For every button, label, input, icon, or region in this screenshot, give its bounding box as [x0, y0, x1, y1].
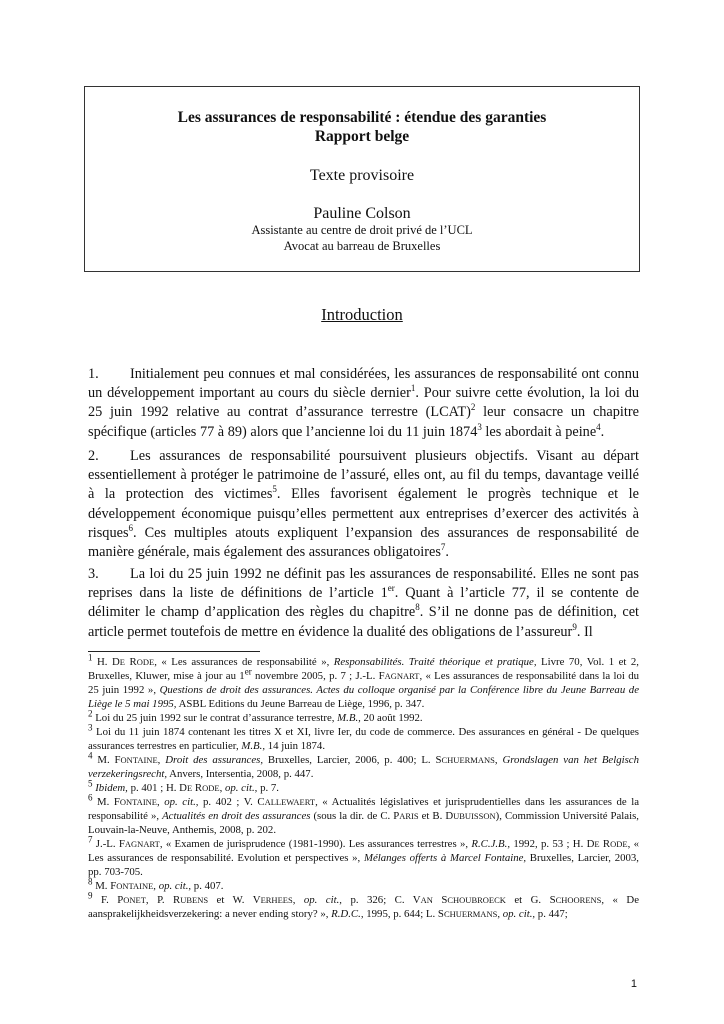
footnote-ref: 1 [410, 383, 416, 394]
footnote-separator [88, 651, 260, 652]
footnote-9: $^9$ F. PONET, P. RUBENS et W. VERHEES, op. cit., p. 326; C. VAN SCHOUBROECK et G. SCHOORENS, « De aansprakelijkheidsverzekering: a never ending story? », R.D.C., 1995, p. 644; L. SCHUERMANS, op. cit., p. 447; [88, 890, 639, 920]
footnotes [88, 652, 640, 921]
paragraph-number: 1. [88, 366, 99, 382]
paragraph-1: 1. Initialement peu connues et mal considérées, les assurances de responsabilité ont connu un développement important au cours du siècle dernier$^1$. Pour suivre cette évolution, la loi du 25 juin 1992 relative au contrat d’assurance terrestre (LCAT)$^2$ leur consacre un chapitre spécifique (articles 77 à 89) alors que l’ancienne loi du 11 juin 1874$^3$ les abordait à peine$^4$. [88, 366, 639, 440]
footnote-5: $^5$ Ibidem, p. 401 ; H. DE RODE, op. cit., p. 7. [88, 778, 279, 794]
footnote-ref: 7 [440, 542, 446, 553]
document-title: Les assurances de responsabilité : étendue des garanties [177, 109, 547, 126]
author-role-1: Assistante au centre de droit privé de l’UCL [251, 223, 473, 237]
author-role-2: Avocat au barreau de Bruxelles [283, 239, 441, 253]
paragraph-3: 3. La loi du 25 juin 1992 ne définit pas les assurances de responsabilité. Elles ne sont pas reprises dans la liste de définitions de l’article 1er. Quant à l’article 77, il se contente de délimiter le champ d’application des règles du chapitre$^8$. S’il ne donne pas de définition, cet article permet toutefois de mettre en évidence la dualité des obligations de l’assureur$^9$. Il [88, 566, 640, 640]
paragraph-number: 3. [88, 566, 99, 582]
footnote-ref: 5 [272, 484, 277, 495]
section-heading: Introduction [321, 305, 403, 324]
footnote-1: $^1$ H. DE RODE, « Les assurances de responsabilité », Responsabilités. Traité théorique et pratique, Livre 70, Vol. 1 et 2, Bruxelles, Kluwer, mise à jour au 1er novembre 2005, p. 7 ; J.-L. FAGNART, « Les assurances de responsabilité dans la loi du 25 juin 1992 », Questions de droit des assurances. Actes du colloque organisé par la Conférence libre du Jeune Barreau de Liège le 5 mai 1995, ASBL Editions du Jeune Barreau de Liège, 1996, p. 347. [88, 652, 639, 710]
document-subtitle: Rapport belge [314, 128, 410, 145]
footnote-ref: 3 [477, 421, 482, 432]
footnote-2: $^2$ Loi du 25 juin 1992 sur le contrat d’assurance terrestre, M.B., 20 août 1992. [88, 708, 423, 724]
footnote-ref: 8 [415, 602, 420, 613]
title-box [84, 86, 640, 272]
paragraph-2: 2. Les assurances de responsabilité poursuivent plusieurs objectifs. Visant au départ essentiellement à protéger le patrimoine de l’assuré, elles ont, au fil du temps, davantage veillé à la protection des victimes$^5$. Elles favorisent également le progrès technique et le développement économique puisqu’elles permettent aux entreprises d’exercer des activités à risques$^6$. Ces multiples atouts expliquent l’expansion des assurances de responsabilité de manière générale, mais également des assurances obligatoires$^7$. [88, 448, 639, 561]
paragraph-number: 2. [88, 448, 99, 464]
footnote-ref: 6 [128, 523, 134, 534]
footnote-ref: 2 [470, 402, 476, 413]
page-number: 1 [630, 978, 637, 990]
footnote-4: $^4$ M. FONTAINE, Droit des assurances, Bruxelles, Larcier, 2006, p. 400; L. SCHUERMANS, Grondslagen van het Belgisch verzekeringsrecht, Anvers, Intersentia, 2008, p. 447. [88, 750, 639, 780]
footnote-3: $^3$ Loi du 11 juin 1874 contenant les titres X et XI, livre Ier, du code de commerce. Des assurances en général - De quelques assurances terrestres en particulier, M.B., 14 juin 1874. [88, 722, 639, 752]
author-name: Pauline Colson [313, 205, 411, 222]
footnote-ref: 9 [572, 621, 577, 632]
footnote-ref: 4 [596, 421, 601, 432]
document-status: Texte provisoire [309, 167, 415, 184]
footnote-8: $^8$ M. FONTAINE, op. cit., p. 407. [88, 876, 224, 892]
footnote-7: $^7$ J.-L. FAGNART, « Examen de jurisprudence (1981-1990). Les assurances terrestres », R.C.J.B., 1992, p. 53 ; H. DE RODE, « Les assurances de responsabilité. Evolution et perspectives », Mélanges offerts à Marcel Fontaine, Bruxelles, Larcier, 2003, pp. 703-705. [88, 834, 639, 878]
footnote-6: $^6$ M. FONTAINE, op. cit., p. 402 ; V. CALLEWAERT, « Actualités législatives et jurisprudentielles dans les assurances de la responsabilité », Actualités en droit des assurances (sous la dir. de C. PARIS et B. DUBUISSON), Commission Université Palais, Louvain-la-Neuve, Anthemis, 2008, p. 202. [88, 792, 640, 836]
